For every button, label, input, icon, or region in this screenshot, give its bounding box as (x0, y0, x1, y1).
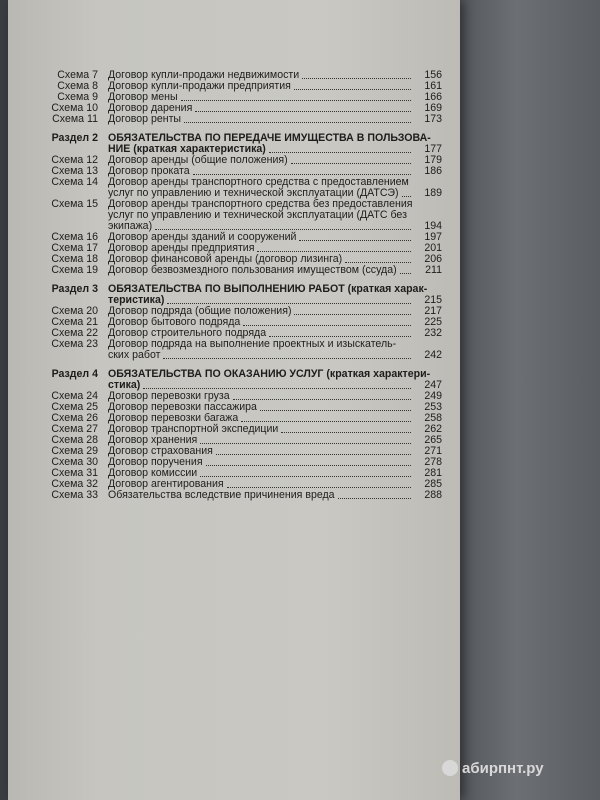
toc-entry-title: Договор страхования (108, 445, 213, 457)
toc-entry-row (32, 114, 442, 125)
dot-leader (294, 89, 411, 90)
toc-page-number: 288 (424, 489, 442, 501)
toc-page-number: 225 (424, 316, 442, 328)
toc-entry-label: Раздел 4 (51, 368, 98, 380)
toc-entry-label: Схема 14 (51, 176, 98, 188)
toc-page-number: 166 (424, 91, 442, 103)
toc-entry-title: Договор перевозки пассажира (108, 401, 257, 413)
dot-leader (200, 443, 411, 444)
toc-entry-label: Схема 26 (51, 412, 98, 424)
toc-entry-title: Договор подряда на выполнение проектных и изыскатель- (108, 338, 397, 350)
toc-entry-label: Схема 32 (51, 478, 98, 490)
toc-entry-title: Договор перевозки багажа (108, 412, 239, 424)
toc-entry-title: Договор агентирования (108, 478, 224, 490)
toc-page-number: 156 (424, 69, 442, 81)
toc-page-number: 249 (424, 390, 442, 402)
toc-entry-label: Схема 17 (51, 242, 98, 254)
toc-page-number: 201 (424, 242, 442, 254)
dot-leader (163, 358, 411, 359)
dot-leader (294, 314, 411, 315)
toc-entry-title: Договор проката (108, 165, 190, 177)
toc-entry-label: Схема 22 (51, 327, 98, 339)
table-of-contents (32, 70, 442, 501)
toc-page-number: 194 (424, 220, 442, 232)
watermark: абирпнт.ру (462, 760, 544, 777)
toc-entry-label: Схема 7 (57, 69, 98, 81)
toc-page-number: 179 (424, 154, 442, 166)
toc-entry-row (32, 265, 442, 276)
toc-entry-label: Схема 33 (51, 489, 98, 501)
toc-entry-label: Раздел 3 (51, 283, 98, 295)
toc-page-number: 281 (424, 467, 442, 479)
toc-entry-title: НИЕ (краткая характеристика) (108, 143, 266, 155)
toc-entry-title: услуг по управлению и технической эксплуатации (ДАТС без (108, 209, 407, 221)
toc-page-number: 215 (424, 294, 442, 306)
toc-entry-label: Схема 28 (51, 434, 98, 446)
toc-page-number: 253 (424, 401, 442, 413)
toc-entry-title: Договор дарения (108, 102, 193, 114)
toc-entry-label: Схема 10 (51, 102, 98, 114)
dot-leader (143, 388, 411, 389)
toc-entry-title: Договор аренды зданий и сооружений (108, 231, 297, 243)
toc-entry-title: услуг по управлению и технической эксплуатации (ДАТСЭ) (108, 187, 399, 199)
toc-entry-title: Договор хранения (108, 434, 198, 446)
toc-entry-title: Договор подряда (общие положения) (108, 305, 292, 317)
toc-entry-label: Схема 25 (51, 401, 98, 413)
toc-page-number: 258 (424, 412, 442, 424)
toc-entry-label: Схема 18 (51, 253, 98, 265)
dot-leader (167, 303, 411, 304)
toc-entry-title: Договор комиссии (108, 467, 198, 479)
toc-entry-title: ских работ (108, 349, 161, 361)
toc-page-number: 197 (424, 231, 442, 243)
dot-leader (302, 78, 411, 79)
dot-leader (195, 111, 411, 112)
toc-entry-label: Схема 13 (51, 165, 98, 177)
toc-entry-title: Договор поручения (108, 456, 203, 468)
toc-entry-title: Обязательства вследствие причинения вреда (108, 489, 335, 501)
dot-leader (155, 229, 411, 230)
toc-entry-title: Договор аренды транспортного средства без предоставления (108, 198, 413, 210)
toc-entry-title: Договор финансовой аренды (договор лизинга) (108, 253, 343, 265)
toc-entry-title: Договор безвозмездного пользования имуществом (ссуда) (108, 264, 397, 276)
toc-entry-label: Схема 24 (51, 390, 98, 402)
toc-entry-title: стика) (108, 379, 141, 391)
background-surface (460, 0, 600, 800)
toc-entry-label: Схема 15 (51, 198, 98, 210)
toc-entry-title: Договор ренты (108, 113, 182, 125)
toc-entry-title: Договор мены (108, 91, 178, 103)
toc-page-number: 285 (424, 478, 442, 490)
dot-leader (200, 476, 411, 477)
toc-entry-label: Схема 11 (52, 113, 98, 125)
dot-leader (227, 487, 411, 488)
dot-leader (241, 421, 411, 422)
toc-entry-row (32, 490, 442, 501)
dot-leader (345, 262, 411, 263)
toc-page-number: 271 (424, 445, 442, 457)
toc-entry-label: Схема 19 (51, 264, 98, 276)
owl-logo-icon (442, 760, 458, 776)
toc-page-number: 232 (424, 327, 442, 339)
dot-leader (269, 152, 411, 153)
toc-section-row (32, 369, 442, 380)
toc-entry-label: Схема 29 (51, 445, 98, 457)
toc-page-number: 247 (424, 379, 442, 391)
toc-entry-title: Договор аренды транспортного средства с предоставлением (108, 176, 409, 188)
toc-entry-label: Схема 8 (57, 80, 98, 92)
toc-entry-title: Договор купли-продажи предприятия (108, 80, 291, 92)
toc-entry-row (32, 210, 442, 221)
dot-leader (193, 174, 411, 175)
toc-entry-title: Договор транспортной экспедиции (108, 423, 279, 435)
dot-leader (216, 454, 411, 455)
toc-entry-title: Договор аренды предприятия (108, 242, 255, 254)
toc-entry-row (32, 339, 442, 350)
toc-page-number: 169 (424, 102, 442, 114)
toc-section-row (32, 284, 442, 295)
dot-leader (181, 100, 411, 101)
toc-entry-title: ОБЯЗАТЕЛЬСТВА ПО ПЕРЕДАЧЕ ИМУЩЕСТВА В ПОЛЬЗОВА- (108, 132, 431, 144)
toc-page-number: 217 (424, 305, 442, 317)
toc-page-number: 206 (424, 253, 442, 265)
toc-entry-label: Схема 23 (51, 338, 98, 350)
toc-page-number: 161 (424, 80, 442, 92)
book-page (8, 0, 460, 800)
dot-leader (269, 336, 411, 337)
dot-leader (260, 410, 411, 411)
toc-page-number: 265 (424, 434, 442, 446)
dot-leader (243, 325, 411, 326)
toc-entry-title: экипажа) (108, 220, 153, 232)
toc-entry-label: Схема 31 (51, 467, 98, 479)
dot-leader (291, 163, 411, 164)
dot-leader (338, 498, 411, 499)
toc-entry-label: Схема 27 (51, 423, 98, 435)
toc-page-number: 186 (424, 165, 442, 177)
toc-page-number: 189 (424, 187, 442, 199)
toc-entry-label: Схема 30 (51, 456, 98, 468)
dot-leader (257, 251, 411, 252)
dot-leader (281, 432, 411, 433)
dot-leader (233, 399, 411, 400)
dot-leader (184, 122, 411, 123)
dot-leader (206, 465, 411, 466)
toc-entry-title: Договор аренды (общие положения) (108, 154, 288, 166)
toc-page-number: 242 (424, 349, 442, 361)
toc-entry-title: теристика) (108, 294, 165, 306)
toc-entry-label: Схема 21 (51, 316, 98, 328)
dot-leader (402, 196, 411, 197)
toc-page-number: 173 (424, 113, 442, 125)
toc-page-number: 278 (424, 456, 442, 468)
toc-page-number: 177 (424, 143, 442, 155)
toc-entry-title: Договор строительного подряда (108, 327, 267, 339)
toc-entry-row (32, 350, 442, 361)
dot-leader (299, 240, 411, 241)
toc-page-number: 262 (424, 423, 442, 435)
toc-entry-label: Схема 9 (57, 91, 98, 103)
toc-entry-title: Договор перевозки груза (108, 390, 230, 402)
toc-entry-title: ОБЯЗАТЕЛЬСТВА ПО ВЫПОЛНЕНИЮ РАБОТ (краткая харак- (108, 283, 428, 295)
toc-entry-label: Схема 12 (51, 154, 98, 166)
toc-entry-title: Договор бытового подряда (108, 316, 241, 328)
dot-leader (400, 273, 411, 274)
toc-page-number: 211 (425, 264, 442, 276)
toc-entry-title: Договор купли-продажи недвижимости (108, 69, 300, 81)
toc-entry-title: ОБЯЗАТЕЛЬСТВА ПО ОКАЗАНИЮ УСЛУГ (краткая характери- (108, 368, 431, 380)
toc-entry-label: Раздел 2 (51, 132, 98, 144)
toc-entry-label: Схема 20 (51, 305, 98, 317)
toc-entry-label: Схема 16 (51, 231, 98, 243)
